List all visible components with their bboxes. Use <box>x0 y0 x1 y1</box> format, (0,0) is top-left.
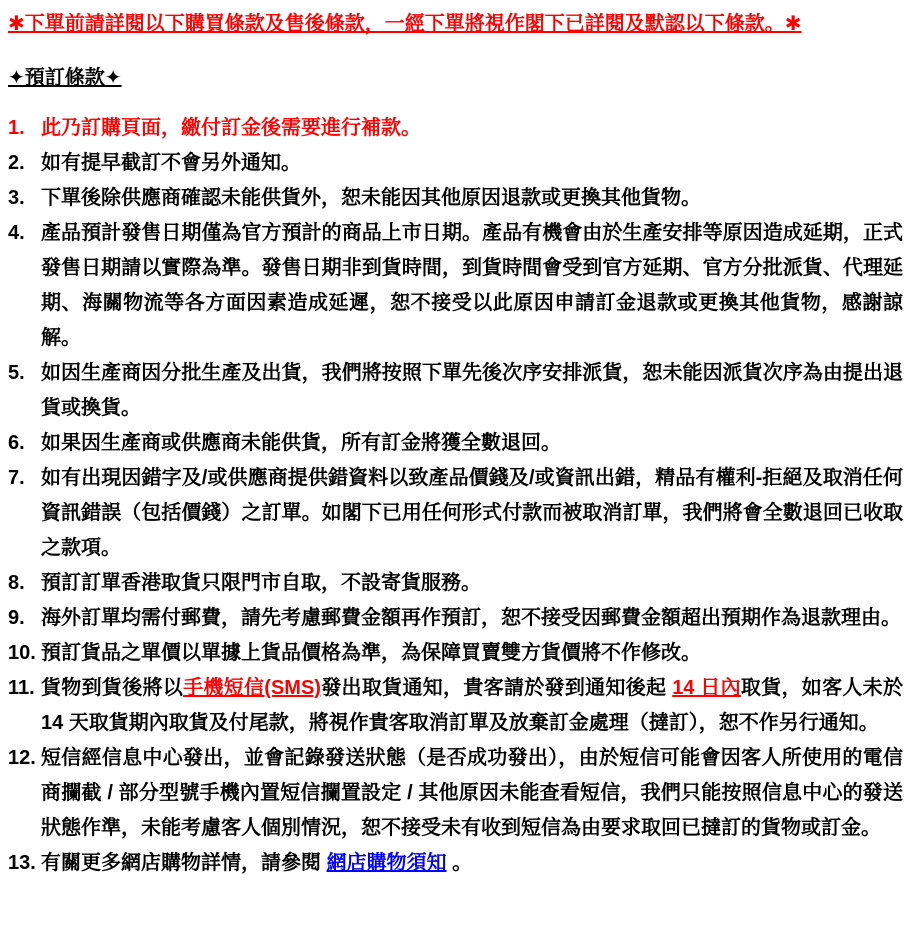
term-number: 9. <box>8 607 25 629</box>
term-text <box>41 426 903 461</box>
term-segment: 預訂訂單香港取貨只限門市自取，不設寄貨服務。 <box>41 572 481 594</box>
term-number: 8. <box>8 572 25 594</box>
term-segment: 短信經信息中心發出，並會記錄發送狀態（是否成功發出），由於短信可能會因客人所使用的電信商攔截 / 部分型號手機內置短信攔置設定 / 其他原因未能查看短信，我們只能按照信息中心的發送狀態作準，未能考慮客人個別情況，恕不接受未有收到短信為由要求取回已撻訂的貨物或訂金。 <box>41 747 903 839</box>
term-text <box>41 846 903 881</box>
term-item <box>8 111 903 146</box>
term-item <box>8 846 903 881</box>
term-item <box>8 146 903 181</box>
term-number: 12. <box>8 747 36 769</box>
term-text <box>41 111 903 146</box>
term-text <box>41 356 903 426</box>
term-item <box>8 181 903 216</box>
term-segment: 取貨，如客人未於 14 天取貨期內取貨及付尾款，將視作貴客取消訂單及放棄訂金處理（撻訂），恕不作另行通知。 <box>41 677 903 734</box>
term-text <box>41 216 903 356</box>
term-text <box>41 181 903 216</box>
term-text <box>41 566 903 601</box>
term-text <box>41 601 903 636</box>
term-segment: 。 <box>446 852 473 874</box>
term-item <box>8 426 903 461</box>
term-segment: 如有出現因錯字及/或供應商提供錯資料以致產品價錢及/或資訊出錯，精品有權利-拒絕及取消任何資訊錯誤（包括價錢）之訂單。如閣下已用任何形式付款而被取消訂單，我們將會全數退回已收取之款項。 <box>41 467 903 559</box>
term-number: 7. <box>8 467 25 489</box>
shop-guide-link[interactable]: 網店購物須知 <box>326 852 447 874</box>
term-segment: 下單後除供應商確認未能供貨外，恕未能因其他原因退款或更換其他貨物。 <box>41 187 701 209</box>
term-text <box>41 146 903 181</box>
term-number: 11. <box>8 677 35 699</box>
term-text <box>41 636 903 671</box>
term-segment: 產品預計發售日期僅為官方預計的商品上市日期。產品有機會由於生產安排等原因造成延期，正式發售日期請以實際為準。發售日期非到貨時間，到貨時間會受到官方延期、官方分批派貨、代理延期、海關物流等各方面因素造成延遲，恕不接受以此原因申請訂金退款或更換其他貨物，感謝諒解。 <box>41 222 903 349</box>
term-segment: 手機短信(SMS) <box>183 677 321 699</box>
term-segment: 如果因生產商或供應商未能供貨，所有訂金將獲全數退回。 <box>41 432 561 454</box>
term-item <box>8 566 903 601</box>
term-number: 4. <box>8 222 25 244</box>
term-item <box>8 741 903 846</box>
term-segment: 如因生產商因分批生產及出貨，我們將按照下單先後次序安排派貨，恕未能因派貨次序為由提出退貨或換貨。 <box>41 362 903 419</box>
term-item <box>8 601 903 636</box>
term-segment: 14 日內 <box>672 677 741 699</box>
term-number: 2. <box>8 152 25 174</box>
term-number: 1. <box>8 117 25 139</box>
term-segment: 預訂貨品之單價以單據上貨品價格為準，為保障買賣雙方貨價將不作修改。 <box>41 642 701 664</box>
terms-list <box>8 111 903 881</box>
section-title-preorder-terms: ✦預訂條款✦ <box>8 67 122 89</box>
term-item <box>8 216 903 356</box>
term-segment: 海外訂單均需付郵費，請先考慮郵費金額再作預訂，恕不接受因郵費金額超出預期作為退款理由。 <box>41 607 901 629</box>
term-segment: 貨物到貨後將以 <box>41 677 184 699</box>
term-number: 6. <box>8 432 25 454</box>
purchase-notice: ✱下單前請詳閱以下購買條款及售後條款，一經下單將視作閣下已詳閱及默認以下條款。✱ <box>8 13 802 35</box>
term-segment: 有關更多網店購物詳情，請參閱 <box>41 852 327 874</box>
term-item <box>8 671 903 741</box>
term-number: 5. <box>8 362 25 384</box>
term-item <box>8 356 903 426</box>
term-segment: 此乃訂購頁面，繳付訂金後需要進行補款。 <box>41 117 421 139</box>
term-segment: 發出取貨通知，貴客請於發到通知後起 <box>320 677 673 699</box>
term-number: 3. <box>8 187 25 209</box>
term-text <box>41 741 903 846</box>
term-item <box>8 461 903 566</box>
term-item <box>8 636 903 671</box>
term-number: 13. <box>8 852 36 874</box>
term-segment: 如有提早截訂不會另外通知。 <box>41 152 301 174</box>
term-text <box>41 461 903 566</box>
term-number: 10. <box>8 642 36 664</box>
term-text <box>41 671 903 741</box>
